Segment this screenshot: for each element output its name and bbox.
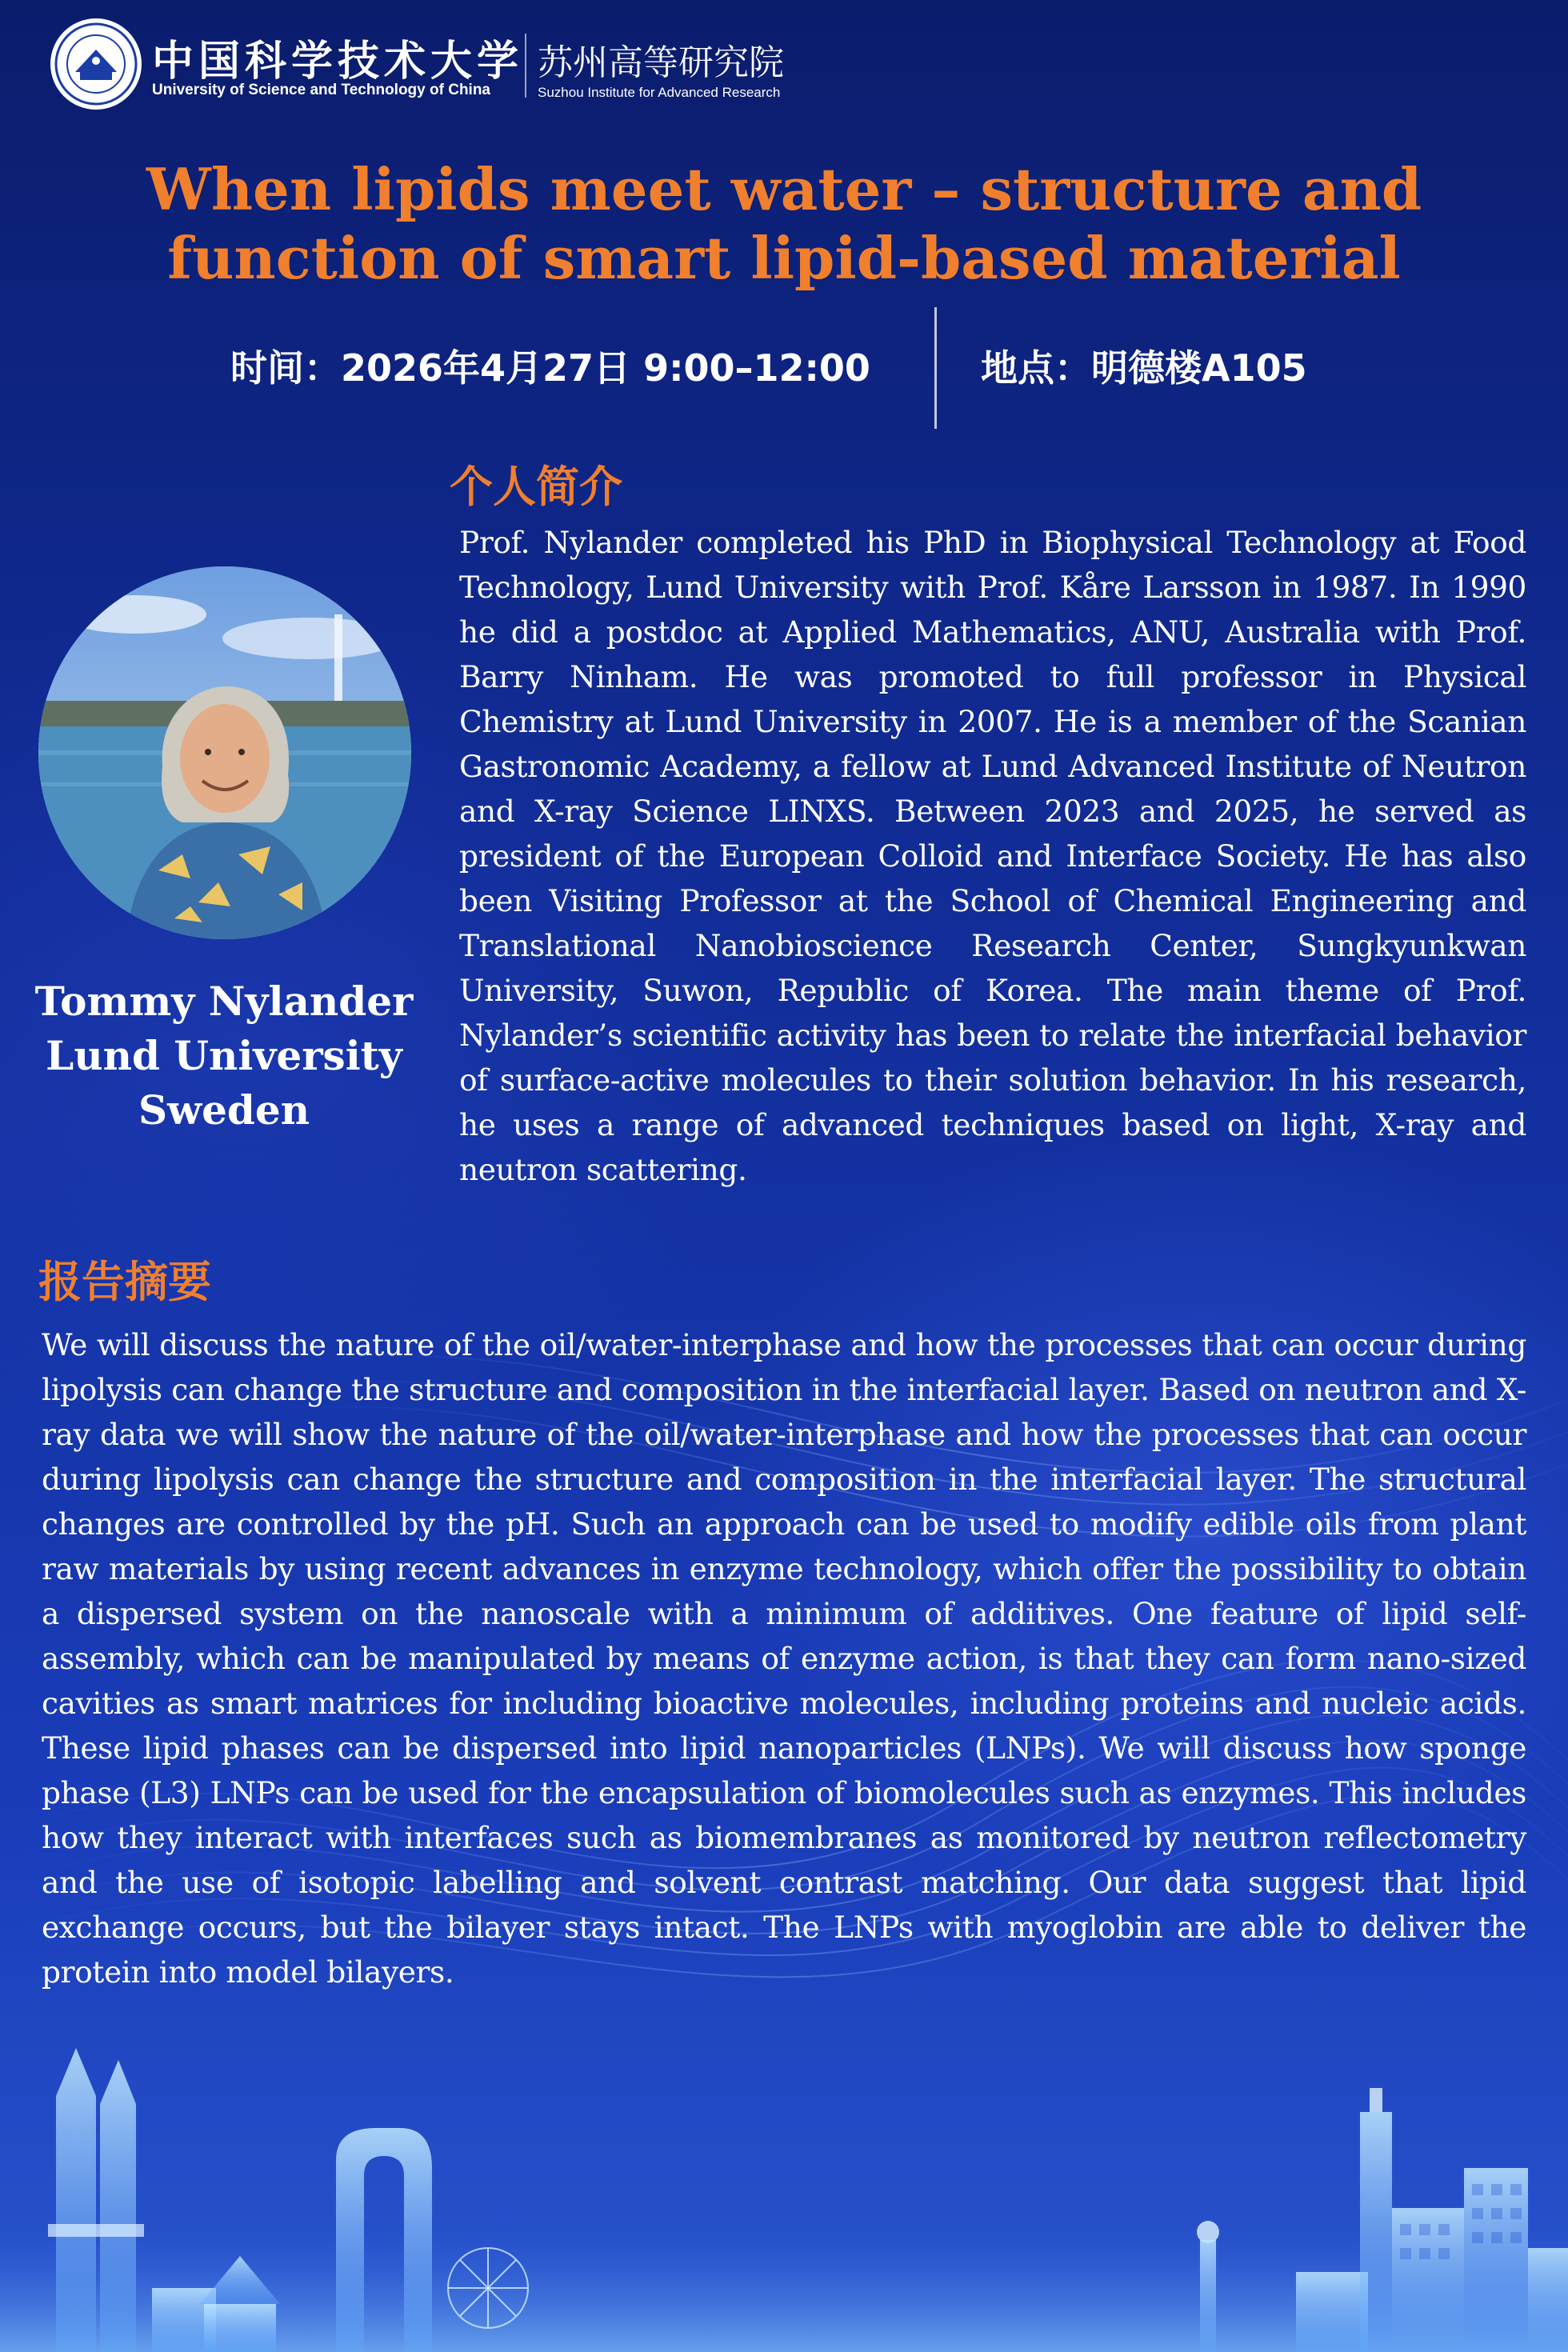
- talk-title-line-1: When lipids meet water – structure and: [146, 155, 1422, 223]
- talk-title-line-2: function of smart lipid-based material: [167, 224, 1401, 292]
- institute-name-en: Suzhou Institute for Advanced Research: [538, 85, 781, 100]
- city-skyline-illustration: [0, 1984, 1568, 2352]
- header-divider: [525, 34, 526, 98]
- speaker-affiliation: Lund University: [46, 1032, 402, 1079]
- bio-heading: 个人简介: [450, 462, 622, 512]
- ustc-logo-icon: [48, 16, 144, 112]
- event-info: [0, 336, 1568, 432]
- talk-title: [64, 155, 1504, 293]
- speaker-photo: [38, 566, 411, 939]
- speaker-info: [16, 974, 432, 1138]
- university-name-cn: 中国科学技术大学: [152, 37, 524, 86]
- event-info-divider: [934, 307, 937, 429]
- speaker-country: Sweden: [138, 1086, 310, 1134]
- speaker-name: Tommy Nylander: [34, 978, 414, 1025]
- university-name-en: University of Science and Technology of China: [152, 82, 491, 98]
- abstract-text: We will discuss the nature of the oil/water-interphase and how the processes that can occur during lipolysis can change the structure and composition in the interfacial layer. Based on neutron and X-ray data we will show the nature of the oil/water-interphase and how the processes that can occur during lipolysis can change the structure and composition in the interfacial layer. The structural changes are controlled by the pH. Such an approach can be used to modify edible oils from plant raw materials by using recent advances in enzyme technology, which offer the possibility to obtain a dispersed system on the nanoscale with a minimum of additives. One feature of lipid self-assembly, which can be manipulated by means of enzyme action, is that they can form nano-sized cavities as smart matrices for including bioactive molecules, including proteins and nucleic acids. These lipid phases can be dispersed into lipid nanoparticles (LNPs). We will discuss how sponge phase (L3) LNPs can be used for the encapsulation of biomolecules such as enzymes. This includes how they interact with interfaces such as biomembranes as monitored by neutron reflectometry and the use of isotopic labelling and solvent contrast matching. Our data suggest that lipid exchange occurs, but the bilayer stays intact. The LNPs with myoglobin are able to deliver the protein into model bilayers.: [42, 1327, 1526, 1990]
- event-time: 时间：2026年4月27日 9:00–12:00: [230, 346, 870, 390]
- speaker-photo-image: [38, 566, 411, 939]
- institute-name-cn: 苏州高等研究院: [538, 42, 784, 83]
- header: [48, 16, 816, 112]
- event-location: 地点：明德楼A105: [981, 346, 1307, 390]
- abstract-heading: 报告摘要: [38, 1257, 211, 1307]
- bio-text: Prof. Nylander completed his PhD in Biophysical Technology at Food Technology, Lund University with Prof. Kåre Larsson in 1987. In 1990 he did a postdoc at Applied Mathematics, ANU, Australia with Prof. Barry Ninham. He was promoted to full professor in Physical Chemistry at Lund University in 2007. He is a member of the Scanian Gastronomic Academy, a fellow at Lund Advanced Institute of Neutron and X-ray Science LINXS. Between 2023 and 2025, he served as president of the European Colloid and Interface Society. He has also been Visiting Professor at the School of Chemical Engineering and Translational Nanobioscience Research Center, Sungkyunkwan University, Suwon, Republic of Korea. The main theme of Prof. Nylander’s scientific activity has been to relate the interfacial behavior of surface-active molecules to their solution behavior. In his research, he uses a range of advanced techniques based on light, X-ray and neutron scattering.: [459, 525, 1526, 1187]
